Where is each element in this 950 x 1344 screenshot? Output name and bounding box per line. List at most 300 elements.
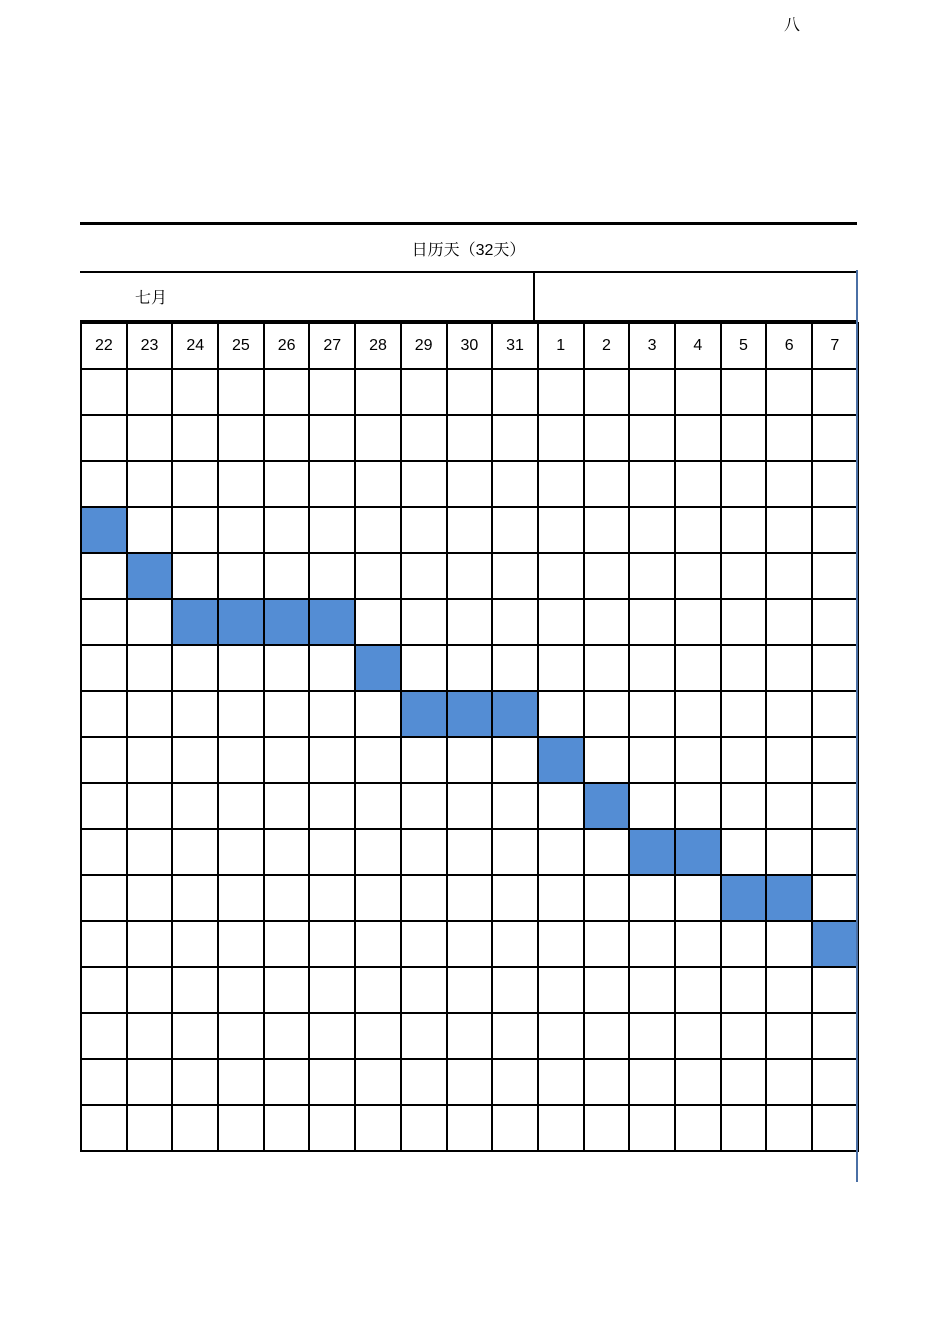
grid-cell — [584, 737, 630, 783]
grid-cell — [721, 783, 767, 829]
grid-cell — [172, 691, 218, 737]
grid-cell — [447, 415, 493, 461]
grid-cell — [401, 369, 447, 415]
grid-cell — [721, 553, 767, 599]
grid-cell — [675, 921, 721, 967]
grid-cell — [812, 461, 858, 507]
grid-cell — [127, 599, 173, 645]
table-row — [81, 1013, 858, 1059]
grid-cell — [812, 737, 858, 783]
grid-cell — [401, 507, 447, 553]
grid-cell — [766, 1059, 812, 1105]
grid-cell — [812, 507, 858, 553]
grid-cell — [538, 599, 584, 645]
grid-cell — [766, 1105, 812, 1151]
grid-cell — [812, 645, 858, 691]
grid-cell — [127, 415, 173, 461]
grid-cell — [447, 1105, 493, 1151]
grid-cell — [264, 1105, 310, 1151]
grid-cell — [127, 1013, 173, 1059]
grid-cell — [172, 967, 218, 1013]
grid-cell — [264, 369, 310, 415]
grid-cell — [309, 507, 355, 553]
grid-cell — [492, 967, 538, 1013]
day-header-cell: 1 — [538, 323, 584, 369]
grid-cell — [629, 1013, 675, 1059]
grid-cell — [355, 783, 401, 829]
grid-cell — [447, 461, 493, 507]
grid-cell — [401, 645, 447, 691]
grid-cell — [584, 967, 630, 1013]
grid-cell — [309, 553, 355, 599]
table-row — [81, 1059, 858, 1105]
day-header-cell: 25 — [218, 323, 264, 369]
grid-cell — [218, 1013, 264, 1059]
grid-cell — [264, 875, 310, 921]
grid-cell — [218, 691, 264, 737]
grid-cell — [629, 921, 675, 967]
grid-cell — [309, 737, 355, 783]
grid-cell — [401, 783, 447, 829]
schedule-bar-cell — [584, 783, 630, 829]
grid-cell — [355, 461, 401, 507]
grid-cell — [218, 967, 264, 1013]
grid-cell — [629, 967, 675, 1013]
grid-cell — [538, 783, 584, 829]
grid-cell — [675, 599, 721, 645]
grid-cell — [81, 737, 127, 783]
grid-cell — [492, 829, 538, 875]
grid-cell — [81, 553, 127, 599]
table-row — [81, 645, 858, 691]
grid-cell — [675, 1105, 721, 1151]
grid-cell — [218, 415, 264, 461]
day-header-cell: 29 — [401, 323, 447, 369]
grid-cell — [766, 737, 812, 783]
grid-cell — [355, 875, 401, 921]
table-row — [81, 829, 858, 875]
schedule-bar-cell — [127, 553, 173, 599]
grid-cell — [675, 553, 721, 599]
grid-cell — [721, 1013, 767, 1059]
grid-cell — [81, 645, 127, 691]
schedule-bar-cell — [675, 829, 721, 875]
grid-cell — [766, 599, 812, 645]
schedule-bar-cell — [309, 599, 355, 645]
grid-cell — [675, 415, 721, 461]
table-row — [81, 415, 858, 461]
grid-cell — [766, 691, 812, 737]
grid-cell — [218, 783, 264, 829]
gantt-calendar — [80, 222, 857, 1152]
grid-cell — [264, 1059, 310, 1105]
grid-cell — [721, 369, 767, 415]
grid-cell — [401, 967, 447, 1013]
grid-cell — [264, 507, 310, 553]
grid-cell — [401, 875, 447, 921]
grid-cell — [721, 921, 767, 967]
grid-cell — [127, 691, 173, 737]
grid-cell — [675, 783, 721, 829]
grid-cell — [172, 875, 218, 921]
grid-cell — [584, 875, 630, 921]
day-header-cell: 7 — [812, 323, 858, 369]
grid-cell — [355, 507, 401, 553]
grid-cell — [812, 829, 858, 875]
grid-cell — [721, 1105, 767, 1151]
grid-cell — [538, 553, 584, 599]
grid-cell — [766, 921, 812, 967]
grid-cell — [81, 967, 127, 1013]
grid-cell — [584, 599, 630, 645]
grid-cell — [721, 829, 767, 875]
grid-cell — [355, 921, 401, 967]
grid-cell — [675, 1013, 721, 1059]
grid-cell — [127, 783, 173, 829]
grid-cell — [447, 829, 493, 875]
grid-cell — [721, 691, 767, 737]
grid-cell — [721, 461, 767, 507]
grid-cell — [172, 645, 218, 691]
day-header-cell: 27 — [309, 323, 355, 369]
grid-cell — [218, 1105, 264, 1151]
grid-cell — [355, 599, 401, 645]
grid-cell — [264, 461, 310, 507]
grid-cell — [584, 553, 630, 599]
grid-cell — [812, 875, 858, 921]
grid-cell — [309, 461, 355, 507]
grid-cell — [584, 921, 630, 967]
grid-cell — [401, 461, 447, 507]
grid-cell — [401, 1059, 447, 1105]
grid-cell — [812, 783, 858, 829]
grid-cell — [766, 507, 812, 553]
grid-cell — [675, 691, 721, 737]
grid-cell — [401, 737, 447, 783]
table-row — [81, 875, 858, 921]
grid-cell — [629, 1105, 675, 1151]
grid-cell — [492, 599, 538, 645]
grid-cell — [766, 553, 812, 599]
month-header-row — [80, 273, 857, 322]
schedule-bar-cell — [447, 691, 493, 737]
grid-cell — [538, 461, 584, 507]
grid-cell — [538, 829, 584, 875]
grid-cell — [675, 1059, 721, 1105]
grid-cell — [401, 599, 447, 645]
table-row — [81, 461, 858, 507]
grid-cell — [218, 369, 264, 415]
grid-cell — [81, 691, 127, 737]
grid-cell — [766, 415, 812, 461]
grid-cell — [309, 921, 355, 967]
month-july — [80, 273, 535, 320]
day-grid — [80, 322, 859, 1152]
day-header-cell: 26 — [264, 323, 310, 369]
grid-cell — [766, 461, 812, 507]
grid-cell — [127, 921, 173, 967]
grid-cell — [355, 415, 401, 461]
grid-cell — [447, 875, 493, 921]
grid-cell — [584, 1059, 630, 1105]
grid-cell — [538, 369, 584, 415]
grid-cell — [629, 507, 675, 553]
grid-cell — [675, 461, 721, 507]
grid-cell — [401, 1105, 447, 1151]
grid-cell — [538, 1059, 584, 1105]
grid-cell — [309, 415, 355, 461]
grid-cell — [812, 553, 858, 599]
grid-cell — [264, 967, 310, 1013]
grid-cell — [629, 737, 675, 783]
right-edge-line — [856, 270, 858, 1182]
schedule-bar-cell — [629, 829, 675, 875]
table-row — [81, 369, 858, 415]
grid-cell — [538, 507, 584, 553]
grid-cell — [721, 599, 767, 645]
grid-cell — [355, 691, 401, 737]
calendar-title: 日历天（32天） — [80, 225, 857, 273]
grid-cell — [584, 461, 630, 507]
grid-cell — [629, 1059, 675, 1105]
grid-cell — [401, 415, 447, 461]
grid-cell — [629, 461, 675, 507]
grid-cell — [172, 553, 218, 599]
grid-cell — [492, 553, 538, 599]
grid-cell — [127, 507, 173, 553]
grid-cell — [584, 1013, 630, 1059]
grid-cell — [264, 645, 310, 691]
grid-cell — [309, 691, 355, 737]
grid-cell — [81, 783, 127, 829]
grid-cell — [538, 645, 584, 691]
grid-cell — [172, 415, 218, 461]
grid-cell — [629, 553, 675, 599]
day-header-cell: 5 — [721, 323, 767, 369]
grid-cell — [766, 829, 812, 875]
schedule-bar-cell — [538, 737, 584, 783]
grid-cell — [492, 415, 538, 461]
table-row — [81, 507, 858, 553]
grid-cell — [309, 1105, 355, 1151]
grid-cell — [492, 1105, 538, 1151]
grid-cell — [264, 829, 310, 875]
grid-cell — [629, 691, 675, 737]
grid-cell — [721, 507, 767, 553]
grid-cell — [81, 829, 127, 875]
grid-cell — [218, 461, 264, 507]
grid-cell — [721, 737, 767, 783]
grid-cell — [492, 737, 538, 783]
grid-cell — [629, 645, 675, 691]
grid-cell — [127, 645, 173, 691]
grid-cell — [721, 1059, 767, 1105]
grid-cell — [584, 829, 630, 875]
grid-cell — [264, 1013, 310, 1059]
grid-cell — [492, 461, 538, 507]
grid-cell — [172, 461, 218, 507]
schedule-bar-cell — [812, 921, 858, 967]
grid-cell — [675, 645, 721, 691]
grid-cell — [447, 645, 493, 691]
day-header-cell: 2 — [584, 323, 630, 369]
grid-cell — [675, 737, 721, 783]
schedule-bar-cell — [172, 599, 218, 645]
grid-cell — [812, 369, 858, 415]
grid-cell — [127, 737, 173, 783]
grid-cell — [721, 415, 767, 461]
grid-cell — [401, 1013, 447, 1059]
grid-cell — [492, 507, 538, 553]
grid-cell — [629, 875, 675, 921]
grid-cell — [309, 1013, 355, 1059]
table-row — [81, 553, 858, 599]
grid-cell — [447, 737, 493, 783]
grid-cell — [447, 553, 493, 599]
grid-cell — [127, 1059, 173, 1105]
grid-cell — [355, 1059, 401, 1105]
grid-cell — [309, 967, 355, 1013]
grid-cell — [309, 783, 355, 829]
grid-cell — [309, 645, 355, 691]
grid-cell — [812, 1105, 858, 1151]
day-header-cell: 4 — [675, 323, 721, 369]
grid-cell — [218, 829, 264, 875]
table-row — [81, 691, 858, 737]
grid-cell — [172, 783, 218, 829]
grid-cell — [766, 1013, 812, 1059]
grid-cell — [401, 921, 447, 967]
grid-cell — [81, 369, 127, 415]
day-header-cell: 31 — [492, 323, 538, 369]
grid-cell — [309, 829, 355, 875]
grid-cell — [447, 967, 493, 1013]
grid-cell — [401, 829, 447, 875]
day-header-cell: 6 — [766, 323, 812, 369]
grid-cell — [447, 599, 493, 645]
grid-cell — [172, 829, 218, 875]
month-august-label: 八 — [784, 17, 801, 34]
day-header-cell: 23 — [127, 323, 173, 369]
grid-cell — [584, 691, 630, 737]
grid-cell — [812, 599, 858, 645]
schedule-bar-cell — [218, 599, 264, 645]
grid-cell — [675, 967, 721, 1013]
grid-cell — [812, 1059, 858, 1105]
grid-cell — [766, 369, 812, 415]
month-august — [535, 273, 857, 320]
day-header-cell: 3 — [629, 323, 675, 369]
grid-cell — [81, 1013, 127, 1059]
grid-cell — [812, 415, 858, 461]
grid-cell — [127, 369, 173, 415]
grid-cell — [766, 645, 812, 691]
grid-cell — [218, 645, 264, 691]
grid-cell — [355, 369, 401, 415]
grid-cell — [447, 1013, 493, 1059]
grid-cell — [355, 737, 401, 783]
grid-cell — [172, 369, 218, 415]
grid-cell — [766, 783, 812, 829]
grid-cell — [584, 1105, 630, 1151]
schedule-bar-cell — [81, 507, 127, 553]
grid-cell — [218, 553, 264, 599]
grid-cell — [81, 1105, 127, 1151]
grid-cell — [218, 507, 264, 553]
month-july-label: 七月 — [135, 290, 168, 307]
table-row — [81, 783, 858, 829]
grid-cell — [675, 507, 721, 553]
grid-cell — [584, 507, 630, 553]
grid-cell — [492, 645, 538, 691]
grid-cell — [264, 921, 310, 967]
grid-cell — [172, 1013, 218, 1059]
grid-cell — [629, 369, 675, 415]
grid-cell — [355, 829, 401, 875]
grid-cell — [309, 1059, 355, 1105]
grid-cell — [81, 599, 127, 645]
grid-cell — [218, 875, 264, 921]
schedule-bar-cell — [492, 691, 538, 737]
grid-cell — [127, 875, 173, 921]
grid-cell — [629, 783, 675, 829]
grid-cell — [538, 1013, 584, 1059]
grid-cell — [721, 967, 767, 1013]
grid-cell — [629, 415, 675, 461]
schedule-bar-cell — [355, 645, 401, 691]
grid-cell — [675, 369, 721, 415]
grid-cell — [447, 1059, 493, 1105]
grid-cell — [172, 1105, 218, 1151]
grid-cell — [264, 553, 310, 599]
grid-cell — [127, 967, 173, 1013]
grid-cell — [538, 691, 584, 737]
grid-cell — [309, 875, 355, 921]
grid-cell — [447, 507, 493, 553]
day-header-cell: 28 — [355, 323, 401, 369]
grid-cell — [81, 921, 127, 967]
grid-cell — [766, 967, 812, 1013]
grid-cell — [584, 415, 630, 461]
grid-cell — [218, 921, 264, 967]
grid-cell — [721, 645, 767, 691]
grid-cell — [492, 921, 538, 967]
schedule-bar-cell — [766, 875, 812, 921]
grid-cell — [812, 691, 858, 737]
grid-cell — [447, 921, 493, 967]
schedule-bar-cell — [401, 691, 447, 737]
grid-cell — [218, 1059, 264, 1105]
table-row — [81, 1105, 858, 1151]
grid-cell — [218, 737, 264, 783]
grid-cell — [264, 691, 310, 737]
grid-cell — [812, 1013, 858, 1059]
table-row — [81, 921, 858, 967]
grid-cell — [355, 967, 401, 1013]
grid-cell — [127, 829, 173, 875]
grid-cell — [81, 461, 127, 507]
grid-cell — [812, 967, 858, 1013]
table-row — [81, 599, 858, 645]
grid-cell — [172, 507, 218, 553]
grid-cell — [172, 1059, 218, 1105]
grid-cell — [492, 1013, 538, 1059]
grid-cell — [172, 737, 218, 783]
day-header-cell: 22 — [81, 323, 127, 369]
grid-cell — [492, 1059, 538, 1105]
grid-cell — [355, 1013, 401, 1059]
grid-cell — [447, 369, 493, 415]
